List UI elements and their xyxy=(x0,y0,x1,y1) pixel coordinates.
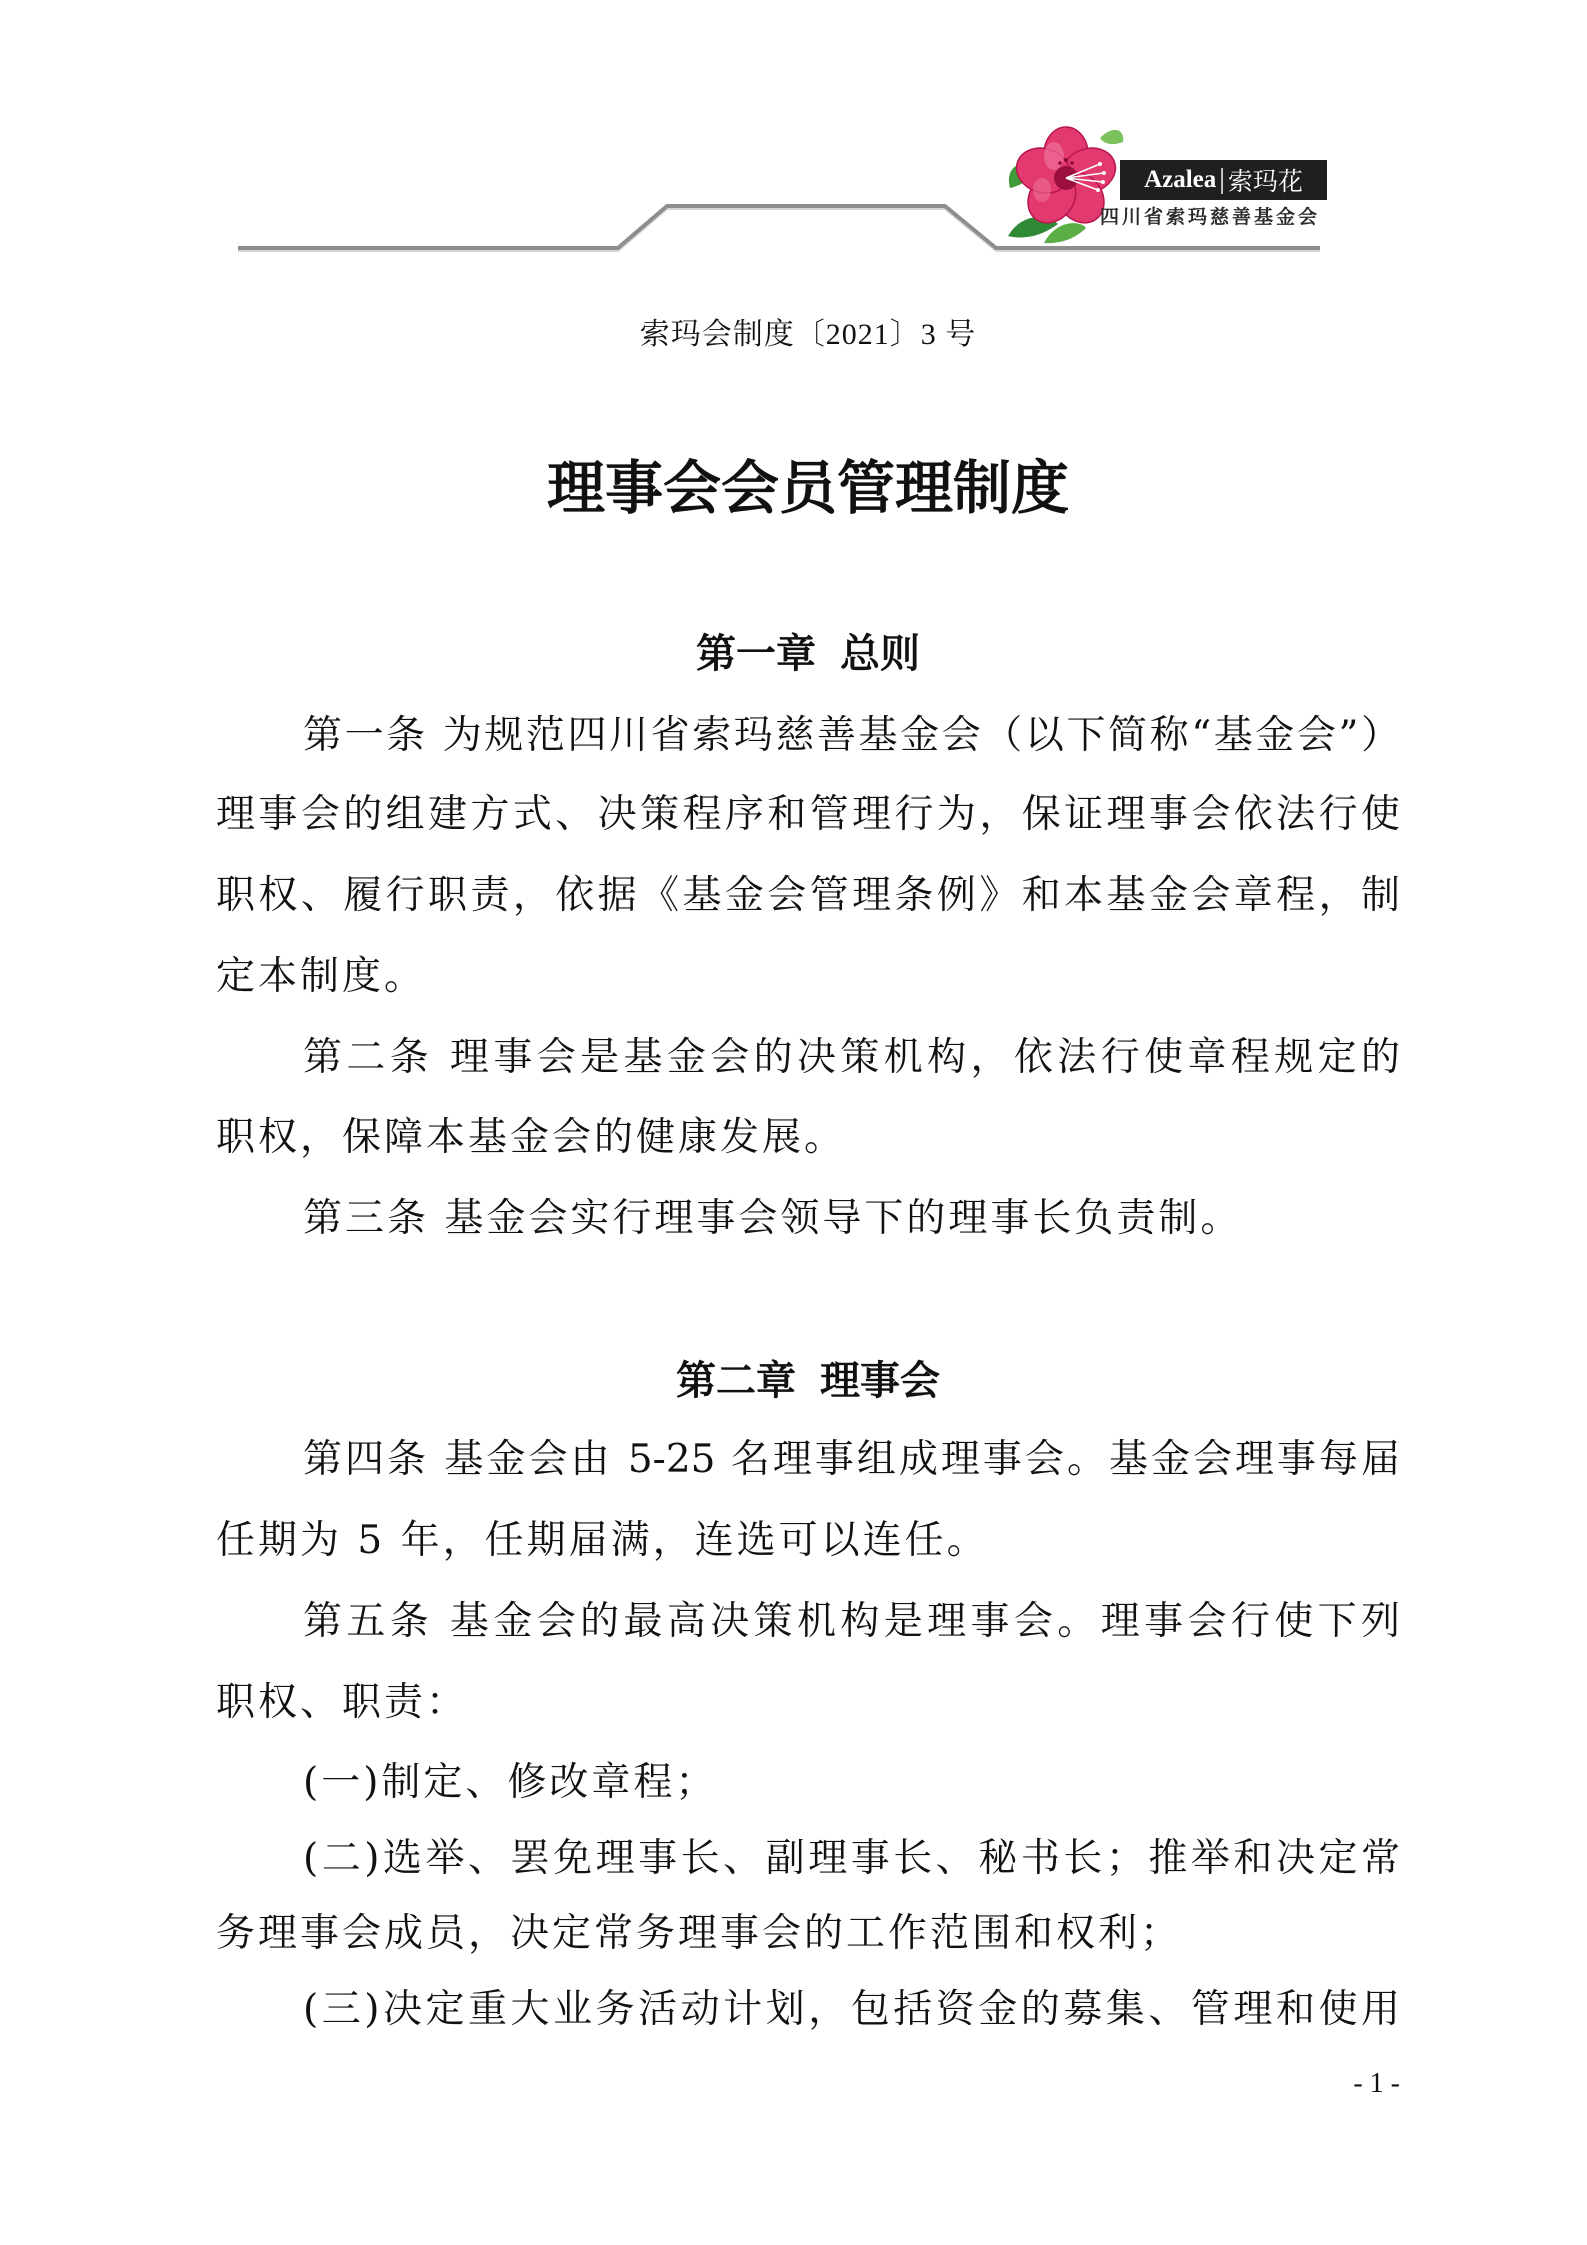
petal-spot xyxy=(1058,161,1062,165)
stamen-tip xyxy=(1098,162,1102,166)
article-4-line-2: 任期为 5 年，任期届满，连选可以连任。 xyxy=(216,1518,989,1563)
article-1-line-2: 理事会的组建方式、决策程序和管理行为，保证理事会依法行使 xyxy=(216,792,1400,837)
logo-org-name: 四川省索玛慈善基金会 xyxy=(1100,206,1321,228)
article-4-line-1: 第四条 基金会由 5-25 名理事组成理事会。基金会理事每届 xyxy=(303,1437,1400,1482)
article-5-line-1: 第五条 基金会的最高决策机构是理事会。理事会行使下列 xyxy=(303,1599,1400,1644)
leaf-shape xyxy=(1100,130,1123,144)
article-5-item-1-line-1: (一)制定、修改章程； xyxy=(303,1760,718,1805)
article-1-line-3: 职权、履行职责，依据《基金会管理条例》和本基金会章程，制 xyxy=(216,873,1400,918)
logo-brand-cn: 索玛花 xyxy=(1227,169,1303,196)
petal-spot xyxy=(1070,161,1074,165)
stamen-tip xyxy=(1102,171,1106,175)
header-divider-line xyxy=(0,0,1587,260)
article-1-line-1: 第一条 为规范四川省索玛慈善基金会（以下简称“基金会”） xyxy=(303,713,1400,758)
article-2-line-2: 职权，保障本基金会的健康发展。 xyxy=(216,1115,847,1160)
chapter-1-heading: 第一章 总则 xyxy=(696,631,920,677)
page-number: - 1 - xyxy=(1353,2068,1400,2099)
article-5-item-3-line-1: (三)决定重大业务活动计划，包括资金的募集、管理和使用 xyxy=(303,1987,1400,2032)
document-number: 索玛会制度〔2021〕3 号 xyxy=(639,318,977,351)
logo-brand-en: Azalea xyxy=(1144,166,1217,193)
article-3-line-1: 第三条 基金会实行理事会领导下的理事长负责制。 xyxy=(303,1196,1243,1241)
article-5-line-2: 职权、职责： xyxy=(216,1680,469,1725)
stamen-tip xyxy=(1096,188,1100,192)
article-1-line-4: 定本制度。 xyxy=(216,954,427,999)
document-title: 理事会会员管理制度 xyxy=(546,454,1069,522)
article-5-item-2-line-1: (二)选举、罢免理事长、副理事长、秘书长；推举和决定常 xyxy=(303,1836,1400,1881)
logo-brand-box xyxy=(1120,160,1327,200)
petal-highlight xyxy=(1033,178,1051,202)
article-2-line-1: 第二条 理事会是基金会的决策机构，依法行使章程规定的 xyxy=(303,1035,1400,1080)
chapter-2-heading: 第二章 理事会 xyxy=(676,1358,940,1404)
stamen-tip xyxy=(1101,180,1105,184)
petal-highlight xyxy=(1044,142,1064,170)
logo-brand-separator: | xyxy=(1219,164,1225,195)
petal-spot xyxy=(1064,158,1068,162)
article-5-item-2-line-2: 务理事会成员，决定常务理事会的工作范围和权利； xyxy=(216,1911,1183,1956)
